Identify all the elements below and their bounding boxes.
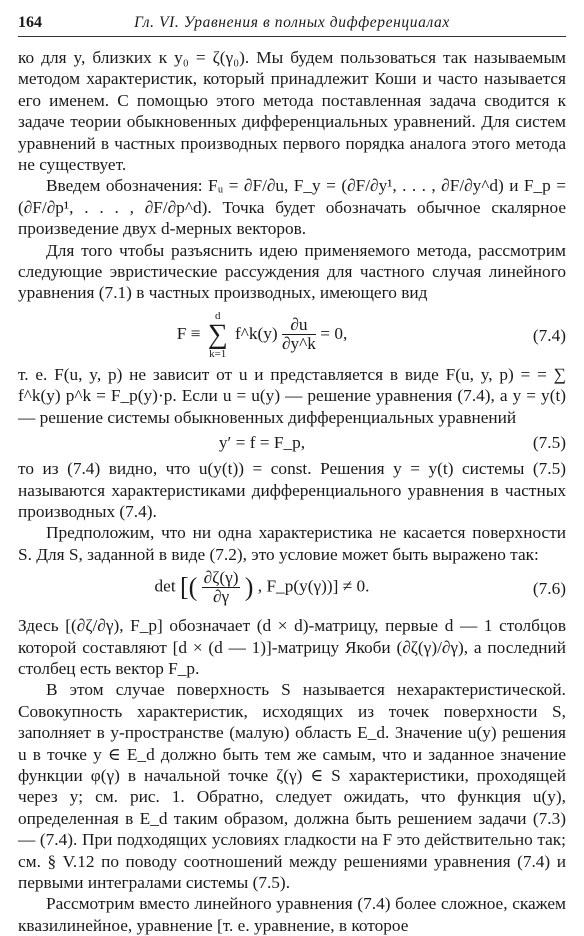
partial-derivative — [282, 316, 316, 353]
page — [18, 12, 566, 936]
equation-text: y′ = f = F_p, — [218, 433, 306, 453]
equation-rhs: = 0, — [320, 323, 348, 343]
paragraph-7: Здесь [(∂ζ/∂γ), F_p] обозначает (d × d)-матрицу, первые d — 1 столбцов которой составляют [d × (d — 1)]-матрицу Якоби (∂ζ(γ)/∂γ), а последний столбец есть вектор F_p. — [18, 616, 566, 678]
running-title: Гл. VI. Уравнения в полных дифференциалах — [134, 14, 450, 31]
equation-number: (7.5) — [532, 433, 566, 453]
paragraph-3: Для того чтобы разъяснить идею применяемого метода, рассмотрим следующие эвристические рассуждения для частного случая линейного уравнения (7.1) в частных производных, имеющего вид — [18, 240, 566, 303]
paragraph-5: то из (7.4) видно, что u(y(t)) = const. Решения y = y(t) системы (7.5) называются характеристиками дифференциального уравнения в частных производных (7.4). — [18, 459, 566, 521]
paragraph-8: В этом случае поверхность S называется нехарактеристической. Совокупность характеристик, исходящих из точек поверхности S, заполняет в y-пространстве (малую) область E_d. Значение u(y) решения u в точке y ∈ E_d должно быть тем же самым, что и заданное значение функции φ(γ) в начальной точке ζ(γ) ∈ S характеристики, проходящей через y; см. рис. 1. Обратно, следует ожидать, что функция u(y), определенная в E_d таким образом, должна быть решением задачи (7.3) — (7.4). При подходящих условиях гладкости на F это действительно так; см. § V.12 по поводу соотношений между решениями уравнения (7.4) и первыми интегралами системы (7.5). — [18, 680, 566, 892]
paragraph-9: Рассмотрим вместо линейного уравнения (7.4) более сложное, скажем квазилинейное, уравнение [т. е. уравнение, в которое — [18, 894, 566, 935]
paragraph-2: Введем обозначения: Fᵤ = ∂F/∂u, F_y = (∂F/∂y¹, . . . , ∂F/∂y^d) и F_p = (∂F/∂p¹, . . . , ∂F/∂p^d). Точка будет обозначать обычное скалярное произведение двух d-мерных векторов. — [18, 176, 566, 239]
det-operator: det — [154, 576, 176, 596]
paragraph-1: ко для y, близких к y₀ = ζ(γ₀). Мы будем пользоваться так называемым методом характеристик, который принадлежит Коши и часто называется его именем. С помощью этого метода поставленная задача сводится к задаче теории обыкновенных дифференциальных уравнений. Для систем уравнений в частных производных первого порядка аналога этого метода не существует. — [18, 48, 566, 175]
fraction-denominator: ∂y^k — [282, 334, 316, 354]
fraction-numerator: ∂ζ(γ) — [203, 568, 239, 588]
equation-lhs: F ≡ — [176, 323, 201, 343]
equation-7-4 — [18, 304, 566, 364]
paragraph-6: Предположим, что ни одна характеристика не касается поверхности S. Для S, заданной в виде (7.2), это условие может быть выражено так: — [18, 523, 566, 564]
sum-lower-limit: k=1 — [209, 347, 227, 360]
page-number: 164 — [18, 14, 42, 31]
jacobian-fraction — [202, 569, 241, 606]
fraction-numerator: ∂u — [282, 316, 316, 335]
sum-upper-limit: d — [214, 309, 221, 322]
page-header — [18, 12, 566, 37]
equation-number: (7.4) — [532, 325, 566, 345]
sum-operator: d ∑ k=1 — [207, 309, 228, 360]
sum-term: f^k(y) — [235, 323, 278, 343]
equation-rest: , F_p(y(γ))] ≠ 0. — [257, 576, 370, 596]
fraction-denominator: ∂γ — [212, 587, 230, 607]
paragraph-4: т. е. F(u, y, p) не зависит от u и представляется в виде F(u, y, p) = = ∑ f^k(y) p^k = F_p(y)·p. Если u = u(y) — решение уравнения (7.4), а y = y(t) — решение системы обыкновенных дифференциальных уравнений — [18, 364, 566, 427]
equation-7-5 — [18, 428, 566, 458]
equation-number: (7.6) — [532, 579, 566, 599]
equation-7-6: det [( $\frac{\partial\zeta(\gamma)}{\partial\gamma}$ ) , F_p(y(γ))] ≠ 0. (7.6) — [154, 568, 566, 607]
